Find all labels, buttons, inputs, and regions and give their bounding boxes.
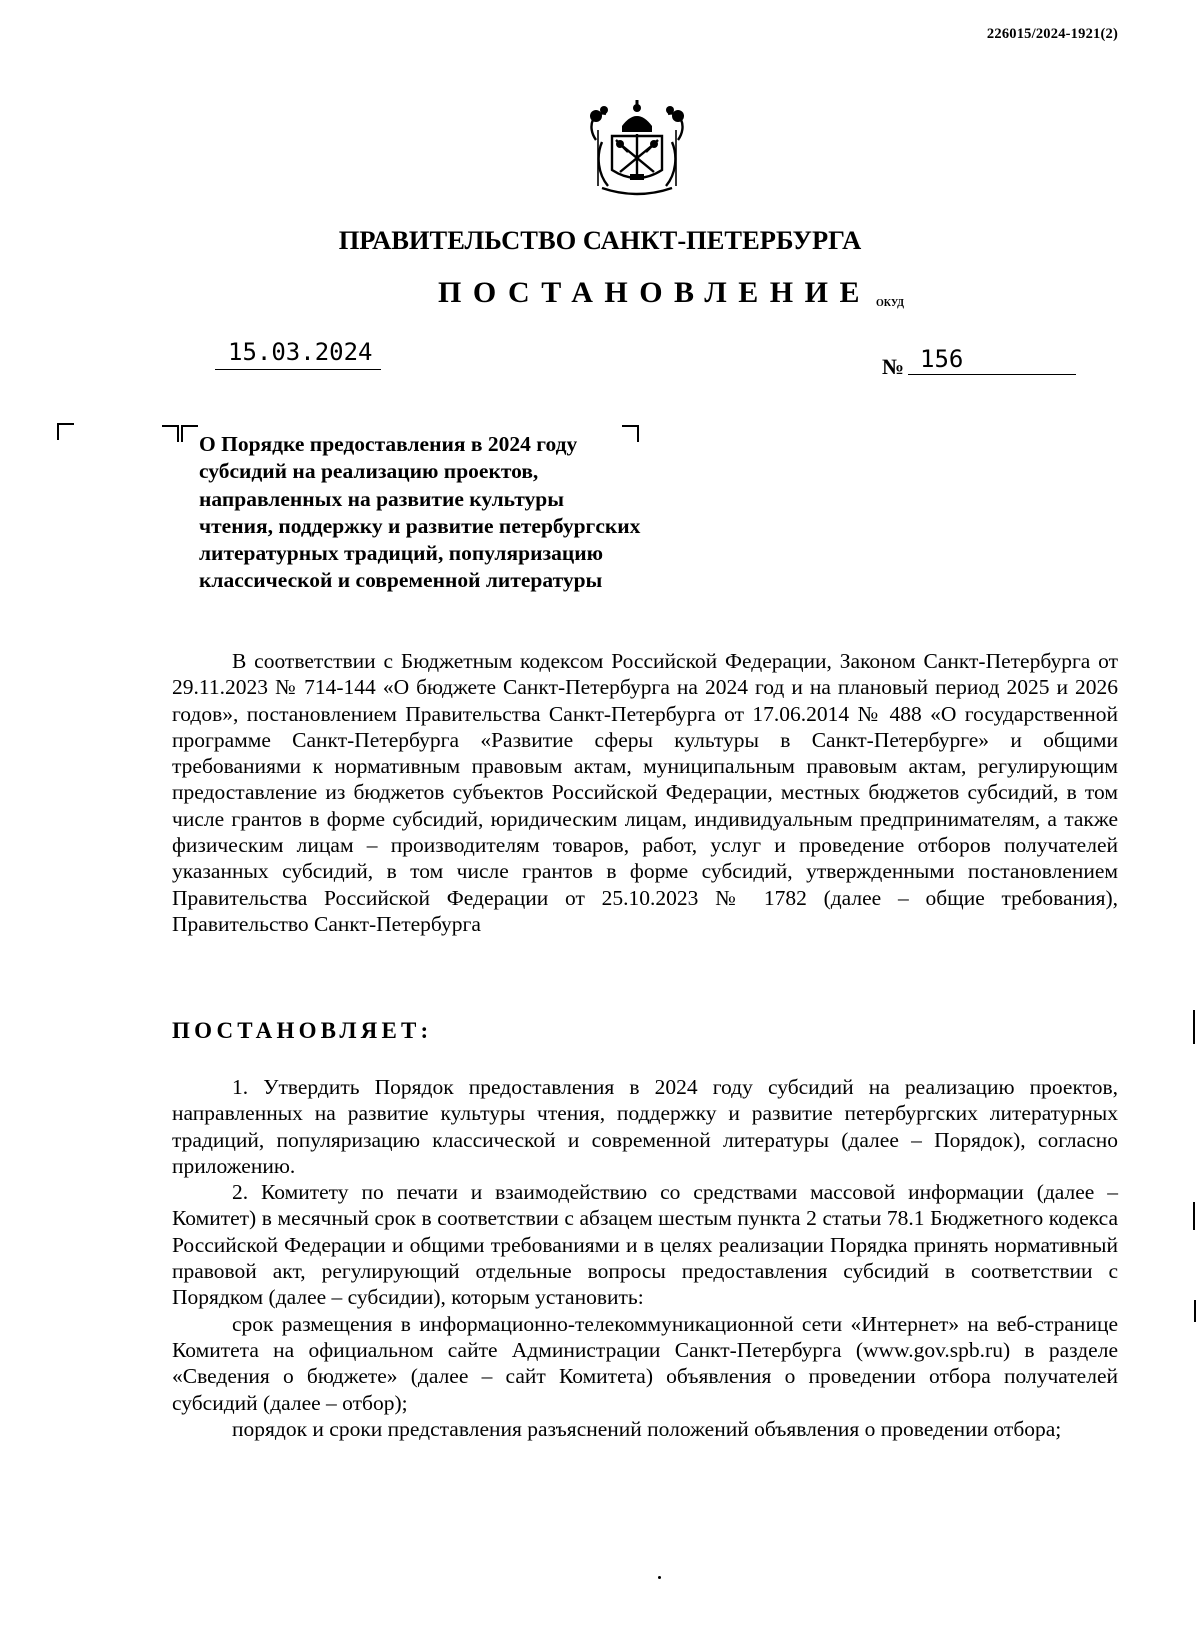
margin-corner-mark bbox=[57, 423, 74, 440]
number-label: № bbox=[882, 354, 905, 379]
title-line: классической и современной литературы bbox=[199, 568, 603, 593]
document-number: 156 bbox=[920, 345, 964, 373]
saint-petersburg-coat-of-arms-icon bbox=[582, 100, 692, 200]
scan-edge-mark bbox=[1194, 1300, 1196, 1322]
okud-label: ОКУД bbox=[876, 298, 905, 309]
issuer-heading: ПРАВИТЕЛЬСТВО САНКТ-ПЕТЕРБУРГА bbox=[338, 225, 862, 255]
title-line: литературных традиций, популяризацию bbox=[199, 541, 604, 566]
document-title bbox=[199, 431, 719, 595]
decree-heading: ПОСТАНОВЛЯЕТ: bbox=[172, 1018, 433, 1043]
clause-2-item-clarifications: порядок и сроки представления разъяснений положений объявления о проведении отбора; bbox=[232, 1416, 1062, 1441]
title-bracket-left-outer bbox=[162, 425, 179, 442]
clause-1: 1. Утвердить Порядок предоставления в 2024 году субсидий на реализацию проектов, направленных на развитие культуры чтения, поддержку и развитие петербургских литературных традиций, популяризацию классической и современной литературы (далее – Порядок), согласно приложению. bbox=[172, 1075, 1118, 1178]
title-line: О Порядке предоставления в 2024 году bbox=[199, 432, 578, 456]
clause-2-item-announcement: срок размещения в информационно-телекоммуникационной сети «Интернет» на веб-странице Комитета на официальном сайте Администрации Санкт-Петербурга (www.gov.spb.ru) в разделе «Сведения о бюджете» (далее – сайт Комитета) объявления о проведении отбора получателей субсидий (далее – отбор); bbox=[172, 1311, 1118, 1415]
title-line: направленных на развитие культуры bbox=[199, 486, 564, 511]
scan-edge-mark bbox=[1193, 1010, 1195, 1044]
document-registry-code: 226015/2024-1921(2) bbox=[986, 26, 1118, 42]
number-underline bbox=[908, 374, 1076, 375]
scan-dot bbox=[658, 1576, 661, 1579]
date-underline bbox=[215, 369, 381, 370]
title-line: субсидий на реализацию проектов, bbox=[199, 459, 539, 484]
title-line: чтения, поддержку и развитие петербургских bbox=[199, 513, 641, 538]
scan-edge-mark bbox=[1193, 1202, 1195, 1230]
title-bracket-left-inner bbox=[181, 425, 198, 442]
document-date: 15.03.2024 bbox=[228, 338, 373, 366]
clause-2: 2. Комитету по печати и взаимодействию со средствами массовой информации (далее – Комитет) в месячный срок в соответствии с абзацем шестым пункта 2 статьи 78.1 Бюджетного кодекса Российской Федерации и общими требованиями и в целях реализации Порядка принять нормативный правовой акт, регулирующий отдельные вопросы предоставления субсидий в соответствии с Порядком (далее – субсидии), которым установить: bbox=[172, 1180, 1118, 1310]
decree-clauses bbox=[172, 1074, 1118, 1442]
document-type-heading: ПОСТАНОВЛЕНИЕ bbox=[438, 276, 871, 309]
preamble-paragraph: В соответствии с Бюджетным кодексом Российской Федерации, Законом Санкт-Петербурга от 29.11.2023 № 714-144 «О бюджете Санкт-Петербурга на 2024 год и на плановый период 2025 и 2026 годов», постановлением Правительства Санкт-Петербурга от 17.06.2014 № 488 «О государственной программе Санкт-Петербурга «Развитие сферы культуры в Санкт-Петербурге» и общими требованиями к нормативным правовым актам, муниципальным правовым актам, регулирующим предоставление из бюджетов субъектов Российской Федерации, местных бюджетов субсидий, в том числе грантов в форме субсидий, юридическим лицам, индивидуальным предпринимателям, а также физическим лицам – производителям товаров, работ, услуг и проведение отборов получателей указанных субсидий, в том числе грантов в форме субсидий, утвержденными постановлением Правительства Российской Федерации от 25.10.2023 № 1782 (далее – общие требования), Правительство Санкт-Петербурга bbox=[172, 649, 1118, 936]
